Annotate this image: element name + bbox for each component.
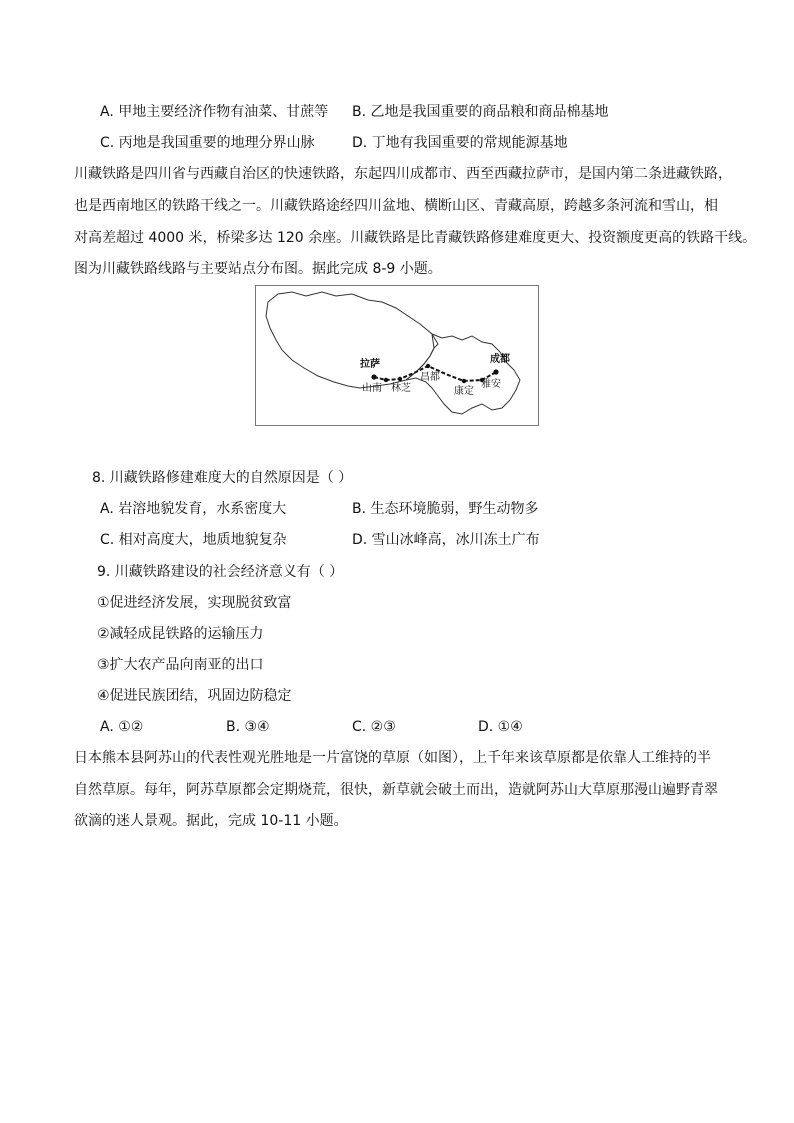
q8-option-d: D. 雪山冰峰高，冰川冻土广布: [352, 532, 540, 548]
passage1-line1: 川藏铁路是四川省与西藏自治区的快速铁路，东起四川成都市、西至西藏拉萨市，是国内第二条进藏铁路，: [74, 166, 732, 182]
passage2-line2: 自然草原。每年，阿苏草原都会定期烧荒，很快，新草就会破土而出，造就阿苏山大草原那漫山遍野青翠: [74, 782, 718, 798]
q8-stem: 8. 川藏铁路修建难度大的自然原因是（ ）: [92, 470, 353, 486]
q9-statement-3: ③扩大农产品向南亚的出口: [97, 657, 264, 673]
station-linzhi-dot: [398, 377, 402, 381]
station-shannan-label: 山南: [362, 383, 382, 394]
q9-option-a: A. ①②: [100, 719, 144, 735]
station-lhasa-dot: [371, 374, 376, 379]
q8-option-b: B. 生态环境脆弱，野生动物多: [352, 501, 539, 517]
q7-option-d: D. 丁地有我国重要的常规能源基地: [352, 135, 568, 151]
station-shannan-dot: [384, 378, 388, 382]
railway-map-svg: [256, 286, 540, 427]
station-chengdu-dot: [493, 369, 498, 374]
q8-option-a: A. 岩溶地貌发育，水系密度大: [100, 501, 287, 517]
q7-option-c: C. 丙地是我国重要的地理分界山脉: [100, 135, 315, 151]
q9-option-c: C. ②③: [352, 719, 396, 735]
q7-option-b: B. 乙地是我国重要的商品粮和商品棉基地: [352, 104, 609, 120]
station-linzhi-label: 林芝: [391, 383, 411, 394]
passage2-line3: 欲滴的迷人景观。据此，完成 10-11 小题。: [74, 813, 348, 829]
station-lhasa-label: 拉萨: [360, 359, 380, 370]
station-changdu-label: 昌都: [420, 372, 440, 383]
station-chengdu-label: 成都: [490, 354, 510, 365]
passage1-line4: 图为川藏铁路线路与主要站点分布图。据此完成 8-9 小题。: [74, 261, 442, 277]
q9-option-d: D. ①④: [478, 719, 523, 735]
q9-statement-4: ④促进民族团结，巩固边防稳定: [97, 688, 292, 704]
passage2-line1: 日本熊本县阿苏山的代表性观光胜地是一片富饶的草原（如图），上千年来该草原都是依靠人工维持的半: [74, 750, 711, 766]
q9-statement-1: ①促进经济发展，实现脱贫致富: [97, 595, 292, 611]
station-kangding-dot: [462, 379, 466, 383]
station-changdu-dot: [426, 364, 430, 368]
station-yaan-label: 雅安: [481, 379, 501, 390]
passage1-line2: 也是西南地区的铁路干线之一。川藏铁路途经四川盆地、横断山区、青藏高原，跨越多条河流和雪山，相: [74, 198, 718, 214]
q9-statement-2: ②减轻成昆铁路的运输压力: [97, 626, 264, 642]
railway-map: [255, 285, 539, 426]
q9-stem: 9. 川藏铁路建设的社会经济意义有（ ）: [97, 564, 344, 580]
station-kangding-label: 康定: [454, 386, 474, 397]
q9-option-b: B. ③④: [226, 719, 270, 735]
passage1-line3: 对高差超过 4000 米，桥梁多达 120 余座。川藏铁路是比青藏铁路修建难度更大、投资额度更高的铁路干线。: [74, 230, 757, 246]
q7-option-a: A. 甲地主要经济作物有油菜、甘蔗等: [100, 104, 329, 120]
q8-option-c: C. 相对高度大，地质地貌复杂: [100, 532, 287, 548]
